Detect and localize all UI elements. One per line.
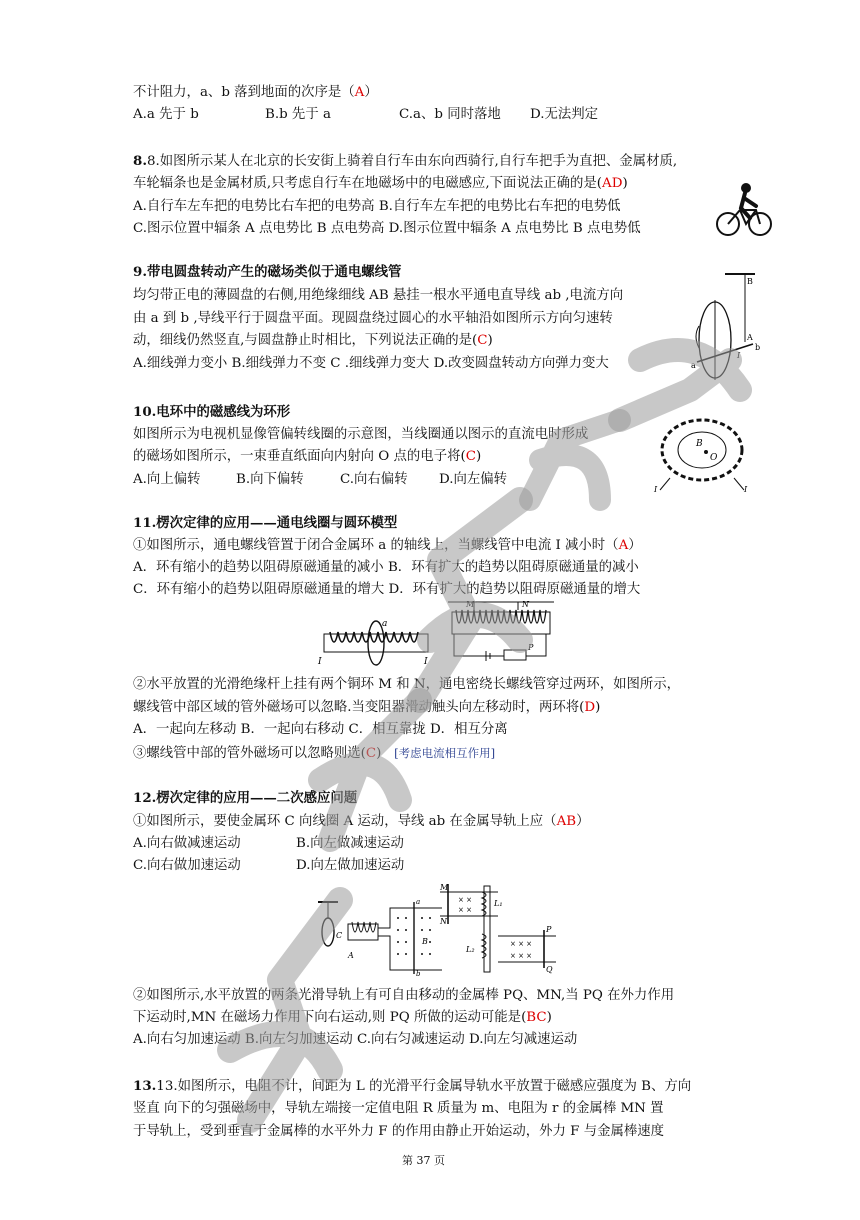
q9-answer: C: [477, 333, 488, 348]
q11-p3: ③螺线管中部的管外磁场可以忽略则选(C) [考虑电流相互作用]: [133, 746, 496, 761]
q11-label-ring: a: [382, 619, 388, 629]
q10-option-c: C.向右偏转: [340, 472, 408, 487]
q11-p2-answer: D: [584, 700, 596, 715]
q11-p1-options-cd: C．环有缩小的趋势以阻碍原磁通量的增大 D．环有扩大的趋势以阻碍原磁通量的增大: [133, 582, 641, 597]
q9-label-b-lower: b: [755, 343, 761, 352]
q10-line2: 的磁场如图所示，一束垂直纸面向内射向 O 点的电子将(C): [133, 449, 482, 464]
q12b-label-l2: L₂: [466, 945, 475, 954]
q11-p2-line1: ②水平放置的光滑绝缘杆上挂有两个铜环 M 和 N，通电密绕长螺线管穿过两环，如图所示，: [133, 677, 681, 692]
q10-line1: 如图所示为电视机显像管偏转线圈的示意图，当线圈通以图示的直流电时形成: [133, 427, 589, 442]
q9-label-current: I: [737, 351, 741, 360]
charged-disk-figure: [685, 270, 765, 388]
q9-label-a: a: [691, 361, 696, 370]
q7-option-c: C.a、b 同时落地: [399, 107, 501, 122]
q10-option-b: B.向下偏转: [236, 472, 304, 487]
q10-answer: C: [465, 449, 476, 464]
q10-option-d: D.向左偏转: [439, 472, 508, 487]
q7-stem: 不计阻力，a、b 落到地面的次序是（A）: [133, 85, 378, 100]
q10-label-field: B: [696, 439, 703, 449]
q12-p2-answer: BC: [526, 1010, 547, 1025]
q12-p2-options: A.向右匀加速运动 B.向左匀加速运动 C.向右匀减速运动 D.向左匀减速运动: [133, 1032, 578, 1047]
q11-p1-options-ab: A．环有缩小的趋势以阻碍原磁通量的减小 B．环有扩大的趋势以阻碍原磁通量的减小: [133, 560, 639, 575]
q12b-label-n: N: [440, 917, 447, 926]
q13-line1: 13.13.如图所示，电阻不计，间距为 L 的光滑平行金属导轨水平放置于磁感应强度为 B、方向: [133, 1078, 692, 1094]
q13-line2: 竖直 向下的匀强磁场中，导轨左端接一定值电阻 R 质量为 m、电阻为 r 的金属棒 MN 置: [133, 1101, 664, 1116]
q11-p3-note: [考虑电流相互作用]: [394, 746, 496, 760]
q9-label-a-upper: A: [747, 333, 753, 342]
q9-line3: 动，细线仍然竖直,与圆盘静止时相比，下列说法正确的是(C): [133, 333, 493, 348]
deflection-coil-figure: [652, 408, 752, 494]
q12b-label-m: M: [440, 883, 449, 892]
q10-label-current-right: I: [744, 485, 748, 494]
q12-label-rod-a: a: [416, 898, 421, 906]
q7-option-b: B.b 先于 a: [265, 107, 331, 122]
q8-line2: 车轮辐条也是金属材质,只考虑自行车在地磁场中的电磁感应,下面说法正确的是(AD): [133, 176, 628, 191]
q12-p2-line2: 下运动时,MN 在磁场力作用下向右运动,则 PQ 所做的运动可能是(BC): [133, 1010, 552, 1025]
q12-option-a: A.向右做减速运动: [133, 836, 241, 851]
q8-answer: AD: [602, 176, 623, 191]
page-footer: 第 37 页: [402, 1154, 445, 1167]
q12-label-rod-b: b: [416, 970, 421, 976]
q11-label-m: M: [466, 600, 475, 609]
copper-rings-solenoid-figure: [446, 598, 556, 668]
svg-text:× ×: × ×: [458, 906, 472, 914]
q11-label-current-left: I: [318, 657, 322, 667]
q12-option-c: C.向右做加速运动: [133, 858, 241, 873]
q10-label-current-left: I: [654, 485, 658, 494]
q10-label-o: O: [710, 453, 718, 463]
q11-p1-stem: ①如图所示，通电螺线管置于闭合金属环 a 的轴线上，当螺线管中电流 I 减小时（A）: [133, 538, 642, 553]
q8-line1: 8.8.如图所示某人在北京的长安街上骑着自行车由东向西骑行,自行车把手为直把、金属材质,: [133, 153, 678, 169]
q12b-label-l1: L₁: [494, 899, 503, 908]
q9-line2: 由 a 到 b ,导线平行于圆盘平面。现圆盘绕过圆心的水平轴沿如图所示方向匀速转: [133, 311, 613, 326]
q12-p1-stem: ①如图所示，要使金属环 C 向线圈 A 运动，导线 ab 在金属导轨上应（AB）: [133, 814, 590, 829]
solenoid-ring-figure: [316, 618, 434, 668]
q12-label-a: A: [348, 951, 354, 960]
q7-answer: A: [354, 85, 365, 100]
bicycle-rider-figure: [714, 180, 774, 240]
q12-title: 12.楞次定律的应用——二次感应问题: [133, 790, 358, 806]
q11-title: 11.楞次定律的应用——通电线圈与圆环模型: [133, 515, 398, 531]
q13-line3: 于导轨上，受到垂直于金属棒的水平外力 F 的作用由静止开始运动，外力 F 与金属棒速度: [133, 1124, 665, 1139]
svg-text:× × ×: × × ×: [510, 940, 533, 948]
q8-options-ab: A.自行车左车把的电势比右车把的电势高 B.自行车左车把的电势比右车把的电势低: [133, 199, 621, 214]
svg-text:× ×: × ×: [458, 896, 472, 904]
q11-p3-answer: C: [365, 746, 377, 761]
q10-title: 10.电环中的磁感线为环形: [133, 404, 291, 420]
q9-title: 9.带电圆盘转动产生的磁场类似于通电螺线管: [133, 264, 402, 280]
q11-p1-answer: A: [618, 538, 629, 553]
q9-line1: 均匀带正电的薄圆盘的右侧,用绝缘细线 AB 悬挂一根水平通电直导线 ab ,电流方向: [133, 288, 624, 303]
q11-p2-options: A．一起向左移动 B．一起向右移动 C．相互靠拢 D．相互分离: [133, 722, 508, 737]
coil-rails-figure: [314, 896, 444, 976]
q11-p2-line2: 螺线管中部区域的管外磁场可以忽略.当变阻器滑动触头向左移动时，两环将(D): [133, 700, 601, 715]
q11-label-n: N: [522, 600, 529, 609]
q9-label-b: B: [747, 277, 753, 286]
svg-text:× × ×: × × ×: [510, 952, 533, 960]
q8-options-cd: C.图示位置中辐条 A 点电势比 B 点电势高 D.图示位置中辐条 A 点电势比 B 点电势低: [133, 221, 641, 236]
q11-label-current-right: I: [424, 657, 428, 667]
q12-option-b: B.向左做减速运动: [296, 836, 404, 851]
q12-p2-line1: ②如图所示,水平放置的两条光滑导轨上有可自由移动的金属棒 PQ、MN,当 PQ 在外力作用: [133, 988, 675, 1003]
q12-label-field: B: [422, 937, 428, 946]
two-rails-figure: [438, 880, 558, 974]
q12-label-c: C: [336, 931, 343, 940]
q9-options: A.细线弹力变小 B.细线弹力不变 C .细线弹力变大 D.改变圆盘转动方向弹力变大: [133, 356, 609, 371]
q11-label-slider: P: [528, 643, 534, 652]
q7-option-d: D.无法判定: [530, 107, 599, 122]
q10-option-a: A.向上偏转: [133, 472, 201, 487]
q12b-label-p: P: [546, 925, 552, 934]
q12b-label-q: Q: [546, 965, 553, 974]
q7-option-a: A.a 先于 b: [133, 107, 199, 122]
q12-option-d: D.向左做加速运动: [296, 858, 405, 873]
q12-p1-answer: AB: [556, 814, 577, 829]
